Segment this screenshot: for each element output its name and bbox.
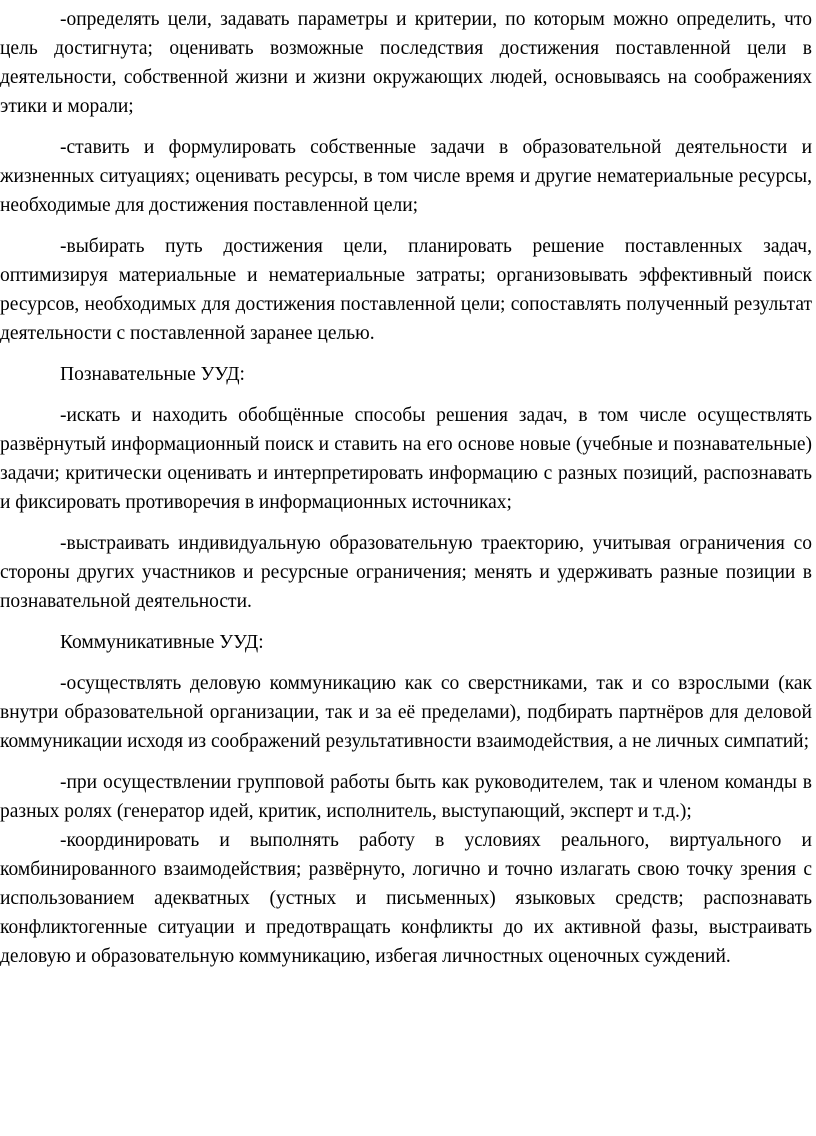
paragraph-coordination: -координировать и выполнять работу в условиях реального, виртуального и комбинированного взаимодействия; развёрнуто, логично и точно излагать свою точку зрения с использованием адекватных (устных и письменных) языковых средств; распознавать конфликтогенные ситуации и предотвращать конфликты до их активной фазы, выстраивать деловую и образовательную коммуникацию, избегая личностных оценочных суждений. <box>0 830 812 967</box>
paragraph-tasks: -ставить и формулировать собственные задачи в образовательной деятельности и жизненных ситуациях; оценивать ресурсы, в том числе время и другие нематериальные ресурсы, необходимые для достижения поставленной цели; <box>0 137 812 216</box>
paragraph-goals: -определять цели, задавать параметры и критерии, по которым можно определить, что цель достигнута; оценивать возможные последствия достижения поставленной цели в деятельности, собственной жизни и жизни окружающих людей, основываясь на соображениях этики и морали; <box>0 9 812 117</box>
paragraph-path: -выбирать путь достижения цели, планировать решение поставленных задач, оптимизируя материальные и нематериальные затраты; организовывать эффективный поиск ресурсов, необходимых для достижения поставленной цели; сопоставлять полученный результат деятельности с поставленной заранее целью. <box>0 236 812 344</box>
paragraph-search: -искать и находить обобщённые способы решения задач, в том числе осуществлять развёрнутый информационный поиск и ставить на его основе новые (учебные и познавательные) задачи; критически оценивать и интерпретировать информацию с разных позиций, распознавать и фиксировать противоречия в информационных источниках; <box>0 405 812 513</box>
section-heading-cognitive: Познавательные УУД: <box>60 364 245 385</box>
paragraph-group-work: -при осуществлении групповой работы быть как руководителем, так и членом команды в разных ролях (генератор идей, критик, исполнитель, выступающий, эксперт и т.д.); <box>0 772 812 822</box>
paragraph-trajectory: -выстраивать индивидуальную образовательную траекторию, учитывая ограничения со стороны других участников и ресурсные ограничения; менять и удерживать разные позиции в познавательной деятельности. <box>0 533 812 612</box>
section-heading-communicative: Коммуникативные УУД: <box>60 632 264 653</box>
paragraph-communication: -осуществлять деловую коммуникацию как со сверстниками, так и со взрослыми (как внутри образовательной организации, так и за её пределами), подбирать партнёров для деловой коммуникации исходя из соображений результативности взаимодействия, а не личных симпатий; <box>0 673 812 752</box>
